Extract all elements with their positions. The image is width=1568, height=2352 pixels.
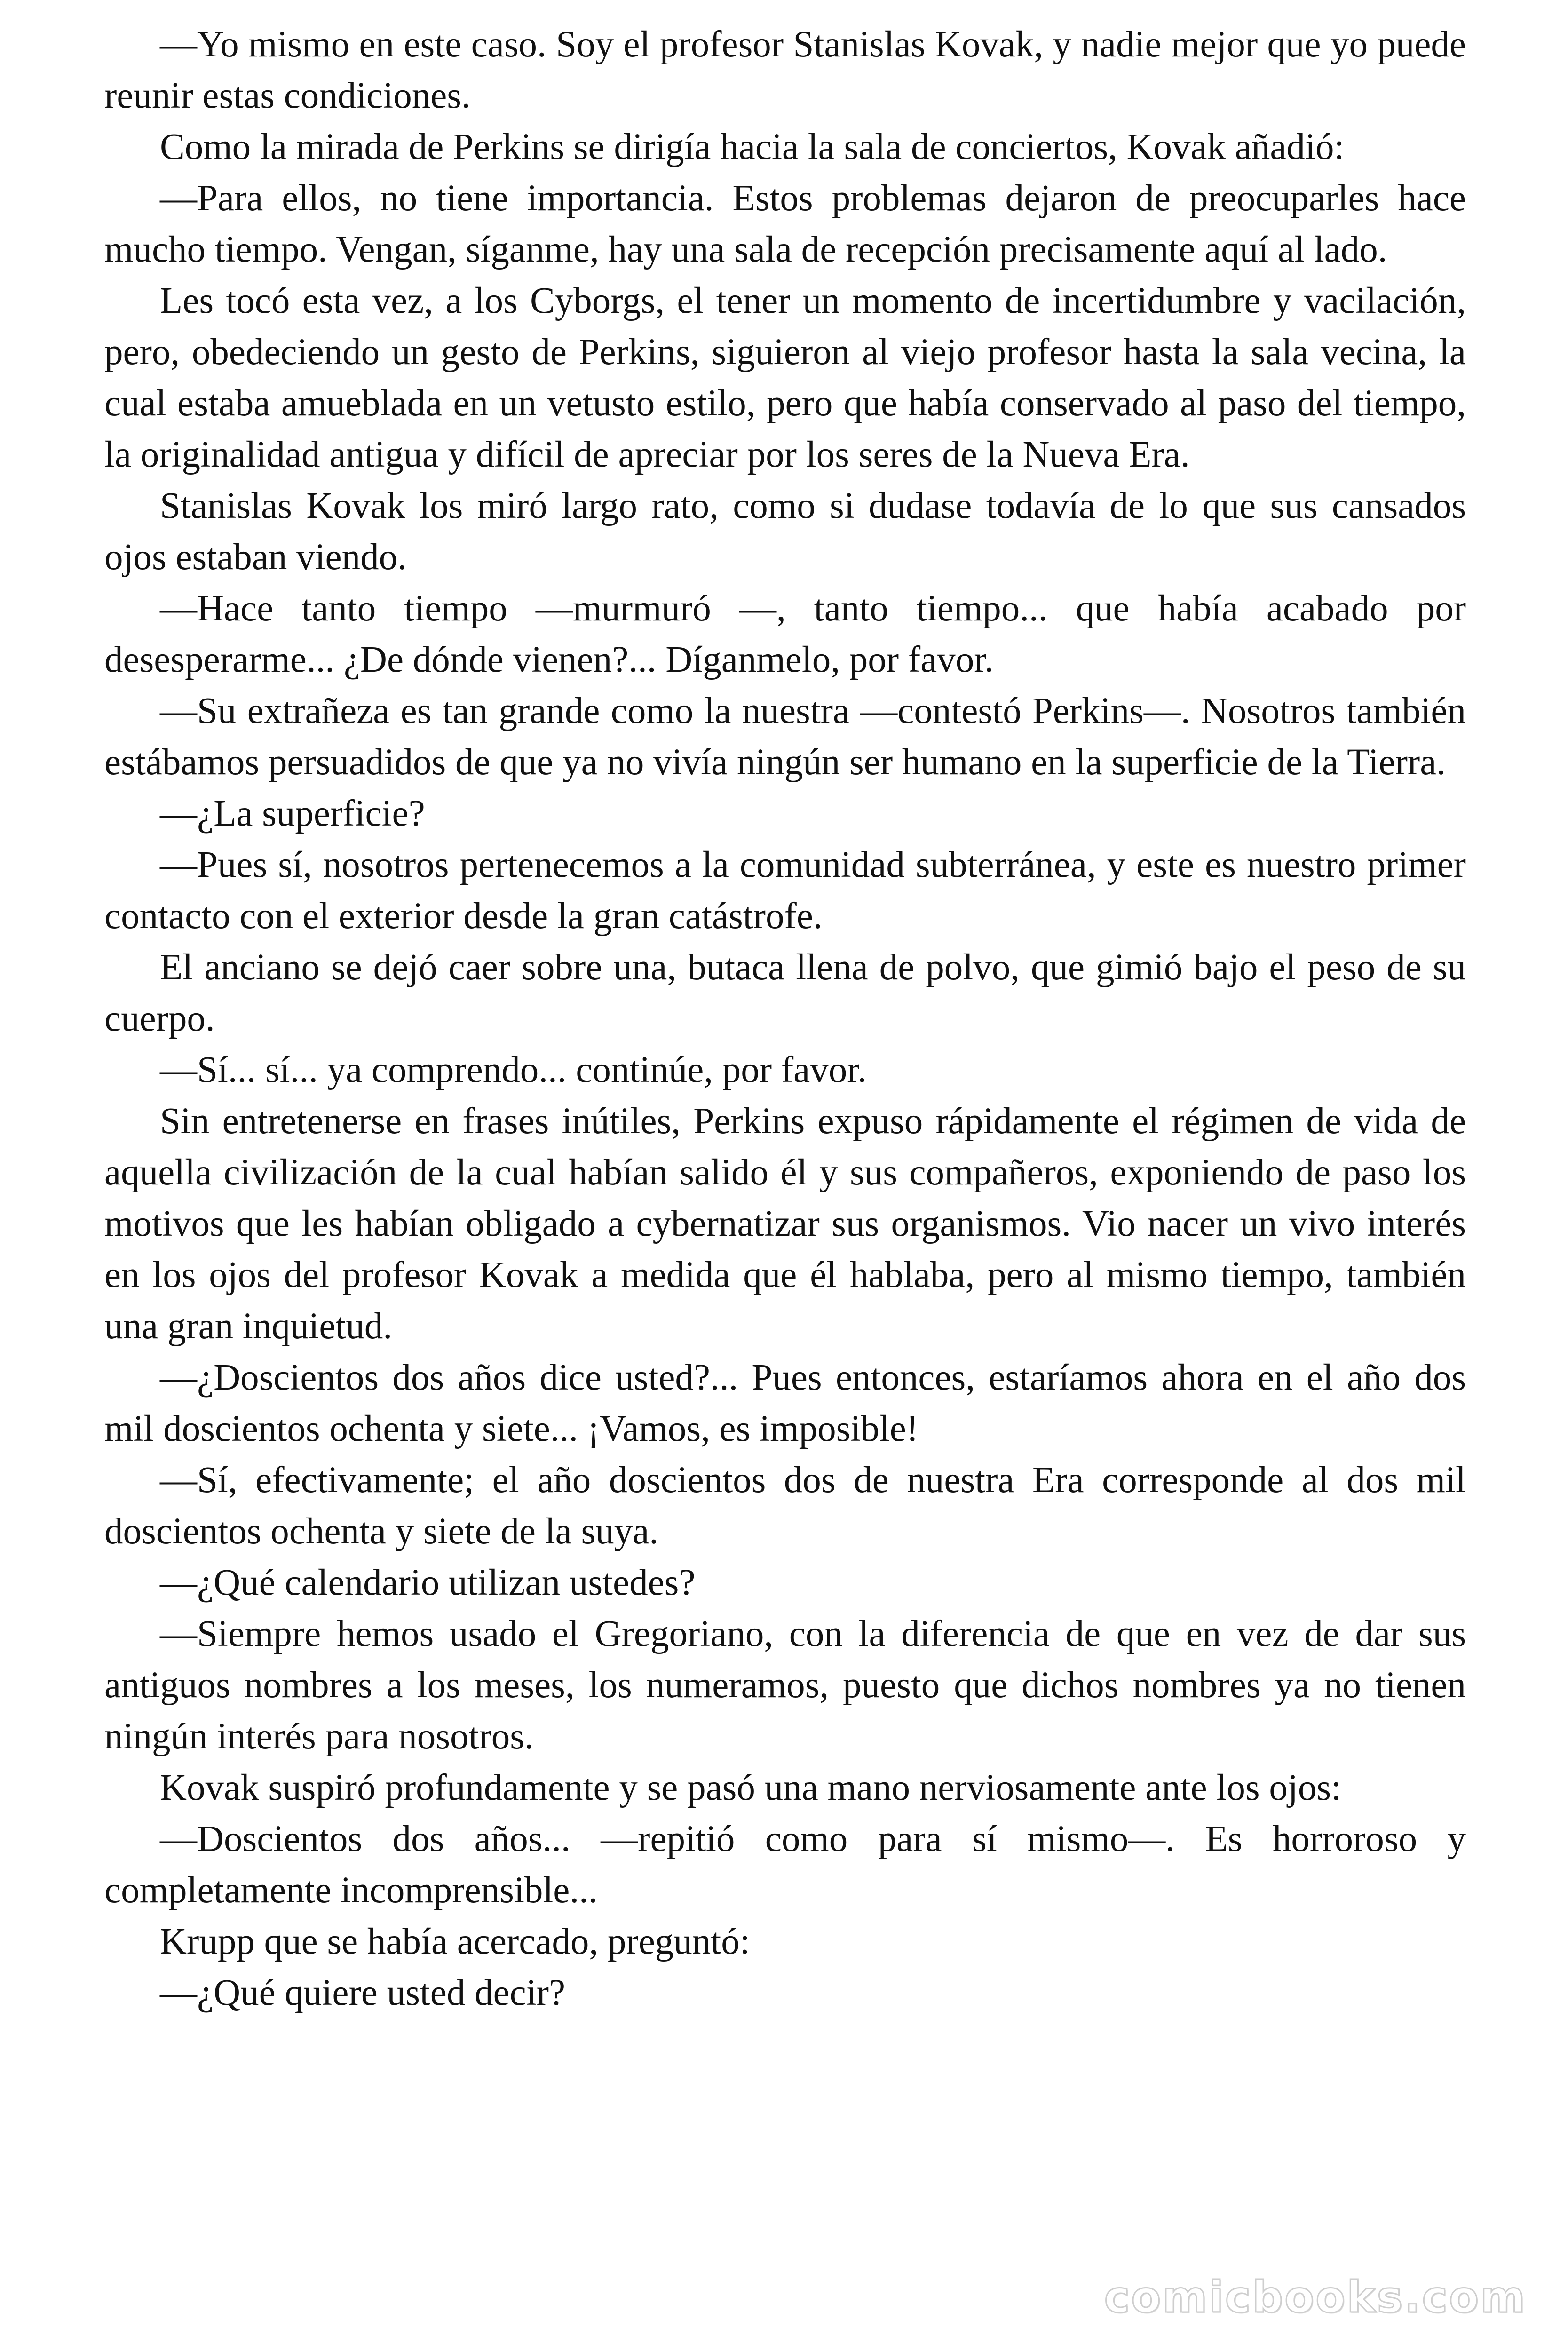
book-page-text [104,19,1466,2018]
paragraph: —Yo mismo en este caso. Soy el profesor Stanislas Kovak, y nadie mejor que yo puede reunir estas condiciones. [104,24,1466,116]
paragraph: —Doscientos dos años... —repitió como para sí mismo—. Es horroroso y completamente incomprensible... [104,1819,1466,1911]
paragraph: —Sí, efectivamente; el año doscientos dos de nuestra Era corresponde al dos mil doscientos ochenta y siete de la suya. [104,1460,1466,1552]
paragraph: —¿Doscientos dos años dice usted?... Pues entonces, estaríamos ahora en el año dos mil doscientos ochenta y siete... ¡Vamos, es imposible! [104,1357,1466,1449]
paragraph: El anciano se dejó caer sobre una, butaca llena de polvo, que gimió bajo el peso de su cuerpo. [104,947,1466,1039]
paragraph: Como la mirada de Perkins se dirigía hacia la sala de conciertos, Kovak añadió: [160,127,1345,167]
paragraph: Stanislas Kovak los miró largo rato, como si dudase todavía de lo que sus cansados ojos estaban viendo. [104,485,1466,578]
paragraph: —¿Qué quiere usted decir? [160,1972,566,2013]
paragraph: —Pues sí, nosotros pertenecemos a la comunidad subterránea, y este es nuestro primer contacto con el exterior desde la gran catástrofe. [104,844,1466,937]
paragraph: —Hace tanto tiempo —murmuró —, tanto tiempo... que había acabado por desesperarme... ¿De dónde vienen?... Díganmelo, por favor. [104,588,1466,680]
paragraph: Sin entretenerse en frases inútiles, Perkins expuso rápidamente el régimen de vida de aquella civilización de la cual habían salido él y sus compañeros, exponiendo de paso los motivos que les habían obligado a cybernatizar sus organismos. Vio nacer un vivo interés en los ojos del profesor Kovak a medida que él hablaba, pero al mismo tiempo, también una gran inquietud. [104,1101,1466,1347]
paragraph: Kovak suspiró profundamente y se pasó una mano nerviosamente ante los ojos: [160,1767,1342,1808]
paragraph: —Su extrañeza es tan grande como la nuestra —contestó Perkins—. Nosotros también estábamos persuadidos de que ya no vivía ningún ser humano en la superficie de la Tierra. [104,691,1466,783]
paragraph: —Sí... sí... ya comprendo... continúe, por favor. [160,1049,867,1090]
paragraph: —¿La superficie? [160,793,425,834]
paragraph: —Para ellos, no tiene importancia. Estos problemas dejaron de preocuparles hace mucho tiempo. Vengan, síganme, hay una sala de recepción precisamente aquí al lado. [104,178,1466,270]
paragraph: Les tocó esta vez, a los Cyborgs, el tener un momento de incertidumbre y vacilación, pero, obedeciendo un gesto de Perkins, siguieron al viejo profesor hasta la sala vecina, la cual estaba amueblada en un vetusto estilo, pero que había conservado al paso del tiempo, la originalidad antigua y difícil de apreciar por los seres de la Nueva Era. [104,280,1466,475]
paragraph: —¿Qué calendario utilizan ustedes? [160,1562,696,1603]
paragraph: Krupp que se había acercado, preguntó: [160,1921,750,1962]
watermark-text: comicbooks.com [1104,2272,1527,2322]
paragraph: —Siempre hemos usado el Gregoriano, con la diferencia de que en vez de dar sus antiguos nombres a los meses, los numeramos, puesto que dichos nombres ya no tienen ningún interés para nosotros. [104,1613,1466,1757]
